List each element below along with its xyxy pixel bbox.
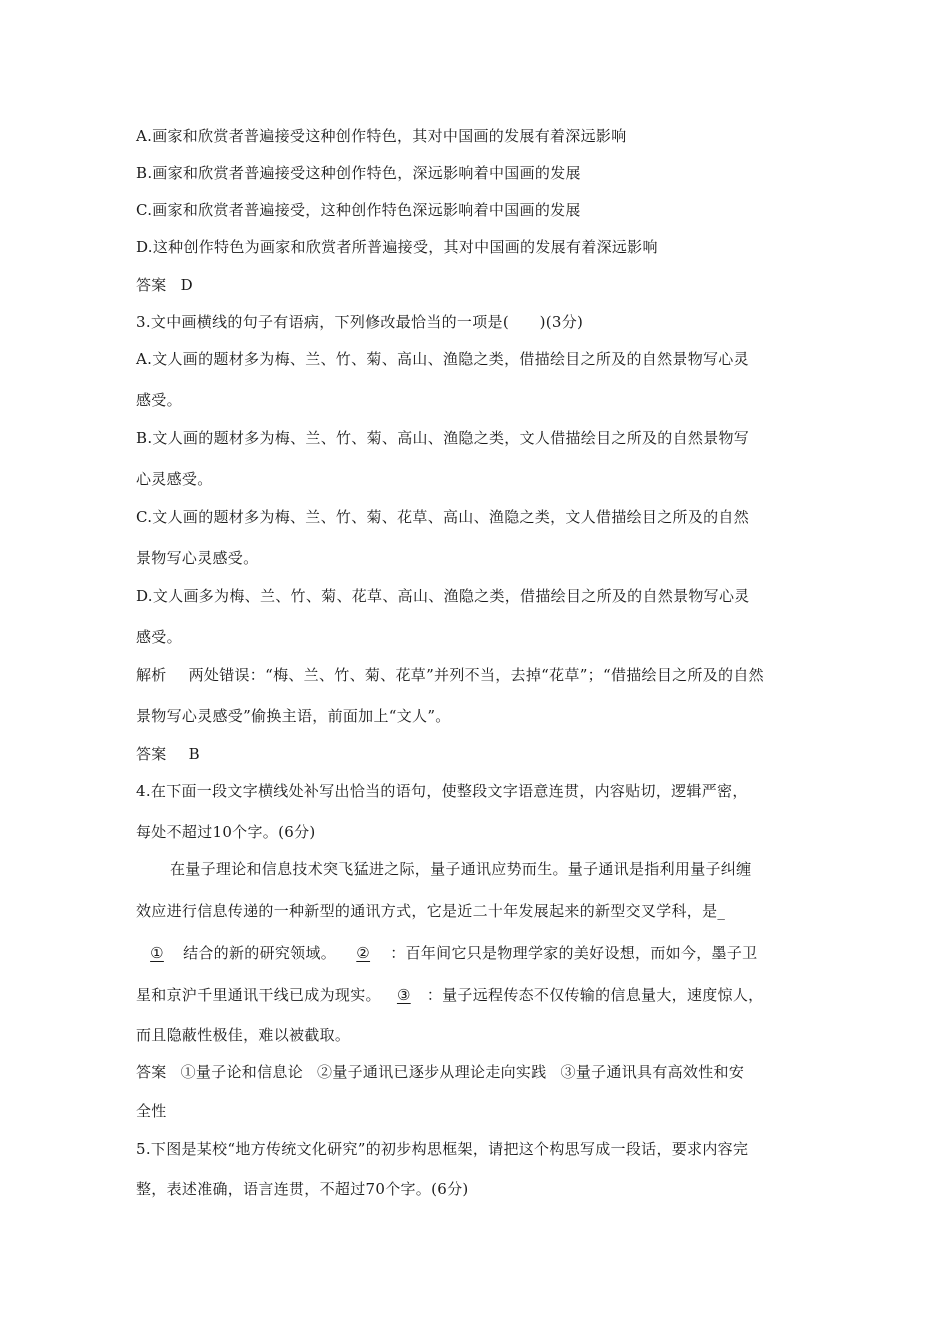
analysis-label: 解析 — [136, 666, 167, 684]
q5-stem-line1: 5.下图是某校“地方传统文化研究”的初步构思框架，请把这个构思写成一段话，要求内容完 — [136, 1140, 749, 1158]
answer-value: B — [188, 745, 200, 763]
paragraph-text: 结合的新的研究领域。 — [183, 944, 337, 962]
blank-3: ③ — [396, 986, 411, 1004]
q3-option-a-line1: A.文人画的题材多为梅、兰、竹、菊、高山、渔隐之类，借描绘目之所及的自然景物写心灵 — [136, 350, 749, 368]
paragraph-text: ：百年间它只是物理学家的美好设想，而如今，墨子卫 — [390, 944, 758, 962]
q4-paragraph-line1: 在量子理论和信息技术突飞猛进之际，量子通讯应势而生。量子通讯是指利用量子纠缠 — [170, 860, 752, 878]
q3-option-d-line2: 感受。 — [136, 628, 182, 646]
q3-stem: 3.文中画横线的句子有语病，下列修改最恰当的一项是( )(3分) — [136, 313, 584, 331]
q4-paragraph-line5: 而且隐蔽性极佳，难以被截取。 — [136, 1026, 351, 1044]
q2-option-c: C.画家和欣赏者普遍接受，这种创作特色深远影响着中国画的发展 — [136, 201, 581, 219]
q3-option-a-line2: 感受。 — [136, 391, 182, 409]
paragraph-text: ：量子远程传态不仅传输的信息量大，速度惊人， — [426, 986, 764, 1004]
q2-answer — [136, 274, 193, 296]
q3-answer — [136, 743, 200, 765]
q3-analysis-line1 — [136, 664, 764, 686]
q4-answer-cont: 全性 — [136, 1102, 167, 1120]
q4-answer — [136, 1061, 744, 1083]
answer-label: 答案 — [136, 745, 167, 763]
answer-value: D — [180, 276, 193, 294]
answer-item-1: ①量子论和信息论 — [180, 1063, 304, 1081]
answer-label: 答案 — [136, 276, 167, 294]
q2-option-b: B.画家和欣赏者普遍接受这种创作特色，深远影响着中国画的发展 — [136, 164, 581, 182]
blank-1: ① — [150, 944, 164, 962]
q3-option-d-line1: D.文人画多为梅、兰、竹、菊、花草、高山、渔隐之类，借描绘目之所及的自然景物写心灵 — [136, 587, 750, 605]
blank-2: ② — [356, 944, 371, 962]
q5-stem-line2: 整，表述准确，语言连贯，不超过70个字。(6分) — [136, 1180, 469, 1198]
paragraph-text: 星和京沪千里通讯干线已成为现实。 — [136, 986, 381, 1004]
q3-option-c-line2: 景物写心灵感受。 — [136, 549, 259, 567]
answer-item-3: ③量子通讯具有高效性和安 — [560, 1063, 745, 1081]
q2-option-d: D.这种创作特色为画家和欣赏者所普遍接受，其对中国画的发展有着深远影响 — [136, 238, 658, 256]
q4-stem-line2: 每处不超过10个字。(6分) — [136, 823, 316, 841]
q2-option-a: A.画家和欣赏者普遍接受这种创作特色，其对中国画的发展有着深远影响 — [136, 127, 627, 145]
q4-paragraph-line3 — [136, 942, 757, 964]
q4-paragraph-line4 — [136, 984, 763, 1006]
q4-paragraph-line2: 效应进行信息传递的一种新型的通讯方式，它是近二十年发展起来的新型交叉学科，是_ — [136, 902, 726, 920]
q3-analysis-line2: 景物写心灵感受”偷换主语，前面加上“文人”。 — [136, 707, 451, 725]
q3-option-c-line1: C.文人画的题材多为梅、兰、竹、菊、花草、高山、渔隐之类，文人借描绘目之所及的自然 — [136, 508, 750, 526]
q3-option-b-line1: B.文人画的题材多为梅、兰、竹、菊、高山、渔隐之类，文人借描绘目之所及的自然景物写 — [136, 429, 750, 447]
answer-item-2: ②量子通讯已逐步从理论走向实践 — [317, 1063, 547, 1081]
q4-stem-line1: 4.在下面一段文字横线处补写出恰当的语句，使整段文字语意连贯，内容贴切，逻辑严密， — [136, 782, 748, 800]
answer-label: 答案 — [136, 1063, 167, 1081]
q3-option-b-line2: 心灵感受。 — [136, 470, 213, 488]
analysis-text: 两处错误：“梅、兰、竹、菊、花草”并列不当，去掉“花草”；“借描绘目之所及的自然 — [188, 666, 764, 684]
